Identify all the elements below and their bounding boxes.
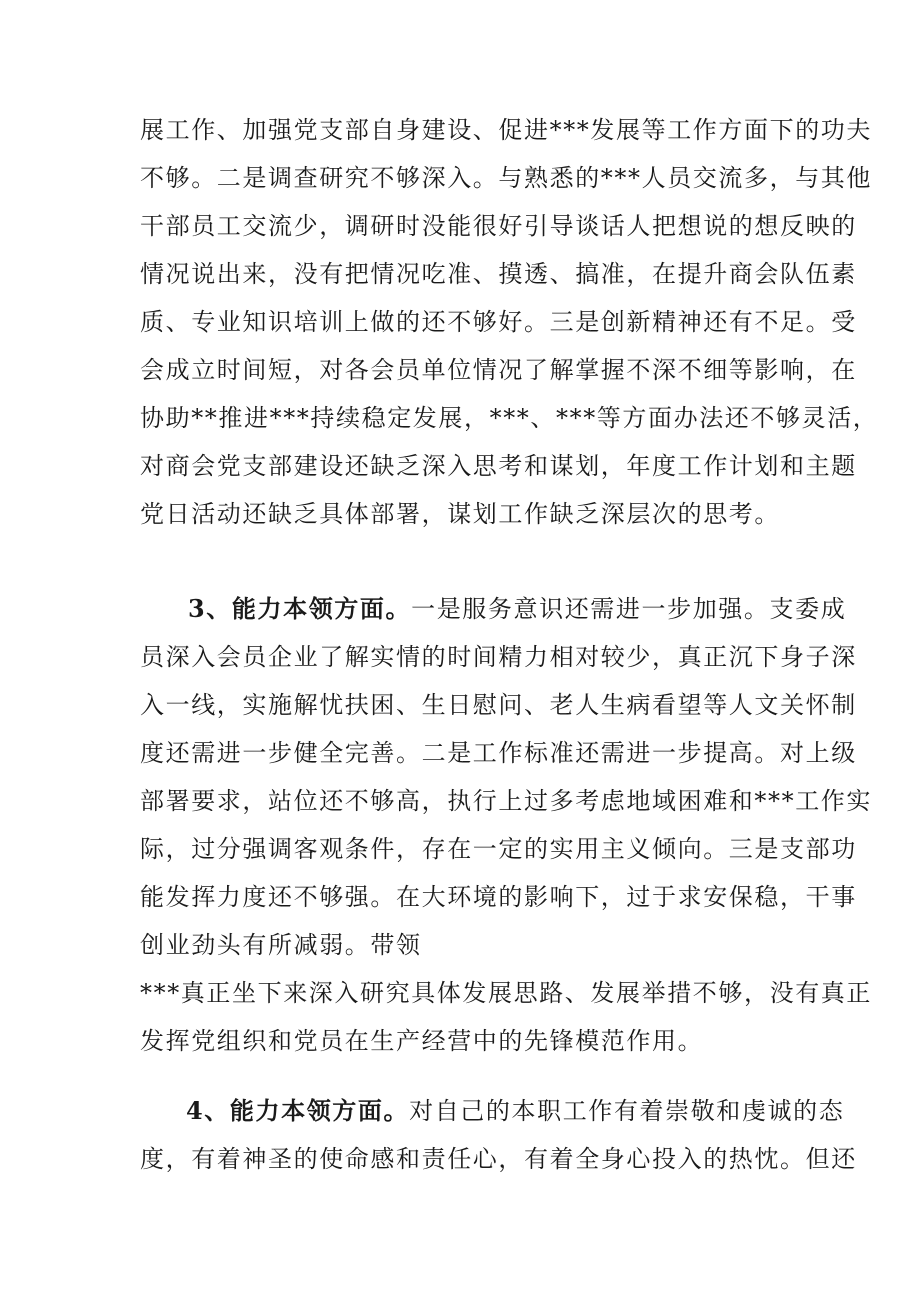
section-4-heading: 4、能力本领方面。	[186, 1096, 410, 1125]
text-line: 党日活动还缺乏具体部署，谋划工作缺乏深层次的思考。	[140, 500, 780, 528]
text-line: 部署要求，站位还不够高，执行上过多考虑地域困难和***工作实	[140, 787, 872, 815]
text-line: 创业劲头有所减弱。带领	[140, 931, 422, 959]
text-line: 度还需进一步健全完善。二是工作标准还需进一步提高。对上级	[140, 739, 857, 767]
text-line: 协助**推进***持续稳定发展，***、***等方面办法还不够灵活，	[140, 404, 879, 432]
text-line: 不够。二是调查研究不够深入。与熟悉的***人员交流多，与其他	[140, 164, 872, 192]
text-line: 对商会党支部建设还缺乏深入思考和谋划，年度工作计划和主题	[140, 452, 857, 480]
section-4-first-line	[186, 1096, 845, 1126]
text-line: 际，过分强调客观条件，存在一定的实用主义倾向。三是支部功	[140, 835, 857, 863]
text-line: ***真正坐下来深入研究具体发展思路、发展举措不够，没有真正	[140, 979, 872, 1007]
text-line: 情况说出来，没有把情况吃准、摸透、搞准，在提升商会队伍素	[140, 260, 857, 288]
section-4-first-line-text: 对自己的本职工作有着崇敬和虔诚的态	[409, 1097, 845, 1125]
text-line: 入一线，实施解忧扶困、生日慰问、老人生病看望等人文关怀制	[140, 691, 857, 719]
text-line: 度，有着神圣的使命感和责任心，有着全身心投入的热忱。但还	[140, 1145, 857, 1173]
section-3-first-line-text: 一是服务意识还需进一步加强。支委成	[411, 595, 847, 623]
text-line: 展工作、加强党支部自身建设、促进***发展等工作方面下的功夫	[140, 116, 872, 144]
section-3-heading: 3、能力本领方面。	[188, 594, 412, 623]
section-3-first-line	[188, 594, 847, 624]
text-line: 干部员工交流少，调研时没能很好引导谈话人把想说的想反映的	[140, 212, 857, 240]
text-line: 质、专业知识培训上做的还不够好。三是创新精神还有不足。受	[140, 308, 857, 336]
text-line: 员深入会员企业了解实情的时间精力相对较少，真正沉下身子深	[140, 643, 857, 671]
text-line: 能发挥力度还不够强。在大环境的影响下，过于求安保稳，干事	[140, 883, 857, 911]
text-line: 会成立时间短，对各会员单位情况了解掌握不深不细等影响，在	[140, 356, 857, 384]
text-line: 发挥党组织和党员在生产经营中的先锋模范作用。	[140, 1027, 704, 1055]
